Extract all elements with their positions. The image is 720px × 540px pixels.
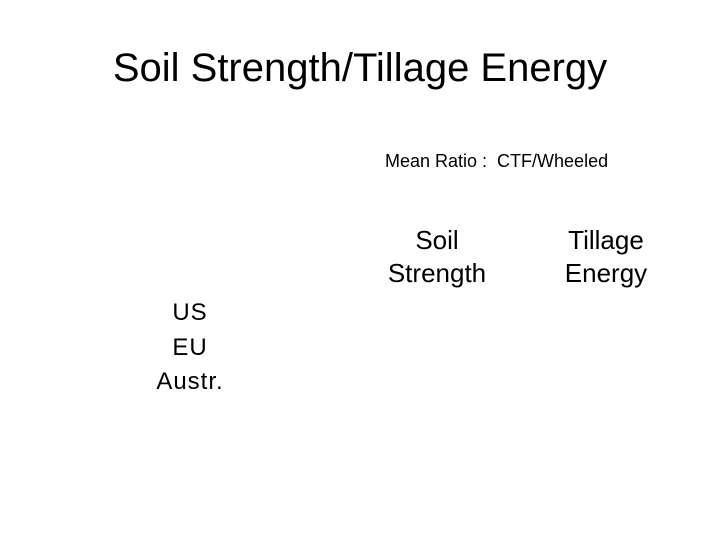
column-header-line: Energy [564, 258, 648, 288]
column-header-line: Soil [415, 225, 459, 255]
table-subtitle: Mean Ratio : CTF/Wheeled [385, 151, 609, 171]
row-label-us: US [172, 299, 208, 326]
row-label-eu: EU [172, 333, 208, 361]
column-header-tillage-energy [535, 224, 677, 290]
slide-title: Soil Strength/Tillage Energy [112, 46, 608, 90]
column-header-soil-strength [366, 224, 508, 290]
row-label-austr: Austr. [156, 368, 224, 395]
column-header-line: Tillage [568, 225, 644, 255]
row-labels [130, 296, 250, 400]
column-header-line: Strength [387, 258, 487, 288]
